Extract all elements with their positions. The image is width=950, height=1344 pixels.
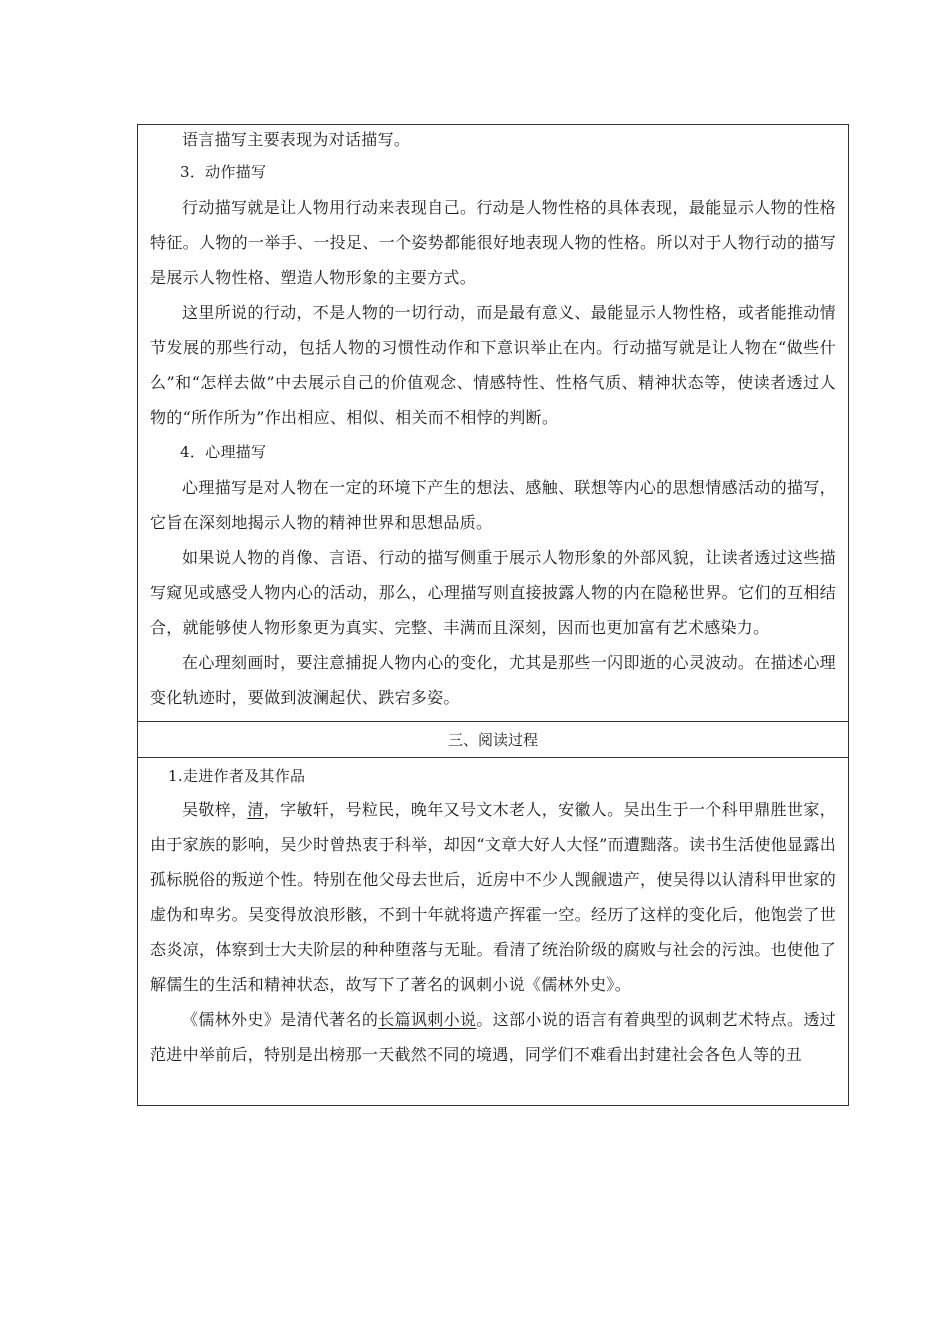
paragraph-author-bio [150, 792, 836, 1002]
section-heading-author: 1.走进作者及其作品 [168, 767, 306, 785]
section-header-reading-process: 三、阅读过程 [138, 722, 848, 758]
content-cell-description-methods [138, 125, 848, 722]
paragraph: 如果说人物的肖像、言语、行动的描写侧重于展示人物形象的外部风貌，让读者透过这些描写窥见或感受人物内心的活动，那么，心理描写则直接披露人物的内在隐秘世界。它们的互相结合，就能够使人物形象更为真实、完整、丰满而且深刻，因而也更加富有艺术感染力。 [150, 548, 836, 637]
dynasty-link[interactable]: 清 [247, 800, 264, 819]
text-span: ，字敏轩，号粒民，晚年又号文木老人，安徽人。吴出生于一个科甲鼎胜世家，由于家族的影响，吴少时曾热衷于科举，却因“文章大好人大怪”而遭黜落。读书生活使他显露出孤标脱俗的叛逆个性。特别在他父母去世后，近房中不少人觊觎遗产，使吴得以认清科甲世家的虚伪和卑劣。吴变得放浪形骸，不到十年就将遗产挥霍一空。经历了这样的变化后，他饱尝了世态炎凉，体察到士大夫阶层的种种堕落与无耻。看清了统治阶级的腐败与社会的污浊。也使他了解儒生的生活和精神状态，故写下了著名的讽刺小说《儒林外史》。 [150, 800, 836, 994]
text-span: 《儒林外史》是清代著名的 [182, 1010, 379, 1029]
text-span: 吴敬梓， [182, 800, 248, 819]
paragraph: 行动描写就是让人物用行动来表现自己。行动是人物性格的具体表现，最能显示人物的性格特征。人物的一举手、一投足、一个姿势都能很好地表现人物的性格。所以对于人物行动的描写是展示人物性格、塑造人物形象的主要方式。 [150, 198, 836, 287]
section-heading-action: 3．动作描写 [180, 163, 267, 181]
text-span: 。这部小说的语言有着典型的讽刺艺术特点。透过范进中举前后，特别是出榜那一天截然不同的境遇，同学们不难看出封建社会各色人等的丑 [150, 1010, 836, 1064]
section-heading-psychology: 4．心理描写 [180, 443, 267, 461]
paragraph: 语言描写主要表现为对话描写。 [182, 130, 411, 149]
content-cell-reading-process [138, 758, 848, 1105]
satire-novel-link[interactable]: 长篇讽刺小说 [378, 1010, 477, 1029]
document-table [137, 124, 849, 1106]
paragraph-novel-intro [150, 1002, 836, 1072]
paragraph: 在心理刻画时，要注意捕捉人物内心的变化，尤其是那些一闪即逝的心灵波动。在描述心理变化轨迹时，要做到波澜起伏、跌宕多姿。 [150, 653, 836, 707]
paragraph: 心理描写是对人物在一定的环境下产生的想法、感触、联想等内心的思想情感活动的描写，它旨在深刻地揭示人物的精神世界和思想品质。 [150, 478, 836, 532]
paragraph: 这里所说的行动，不是人物的一切行动，而是最有意义、最能显示人物性格，或者能推动情节发展的那些行动，包括人物的习惯性动作和下意识举止在内。行动描写就是让人物在“做些什么”和“怎样去做”中去展示自己的价值观念、情感特性、性格气质、精神状态等，使读者透过人物的“所作所为”作出相应、相似、相关而不相悖的判断。 [150, 303, 836, 427]
